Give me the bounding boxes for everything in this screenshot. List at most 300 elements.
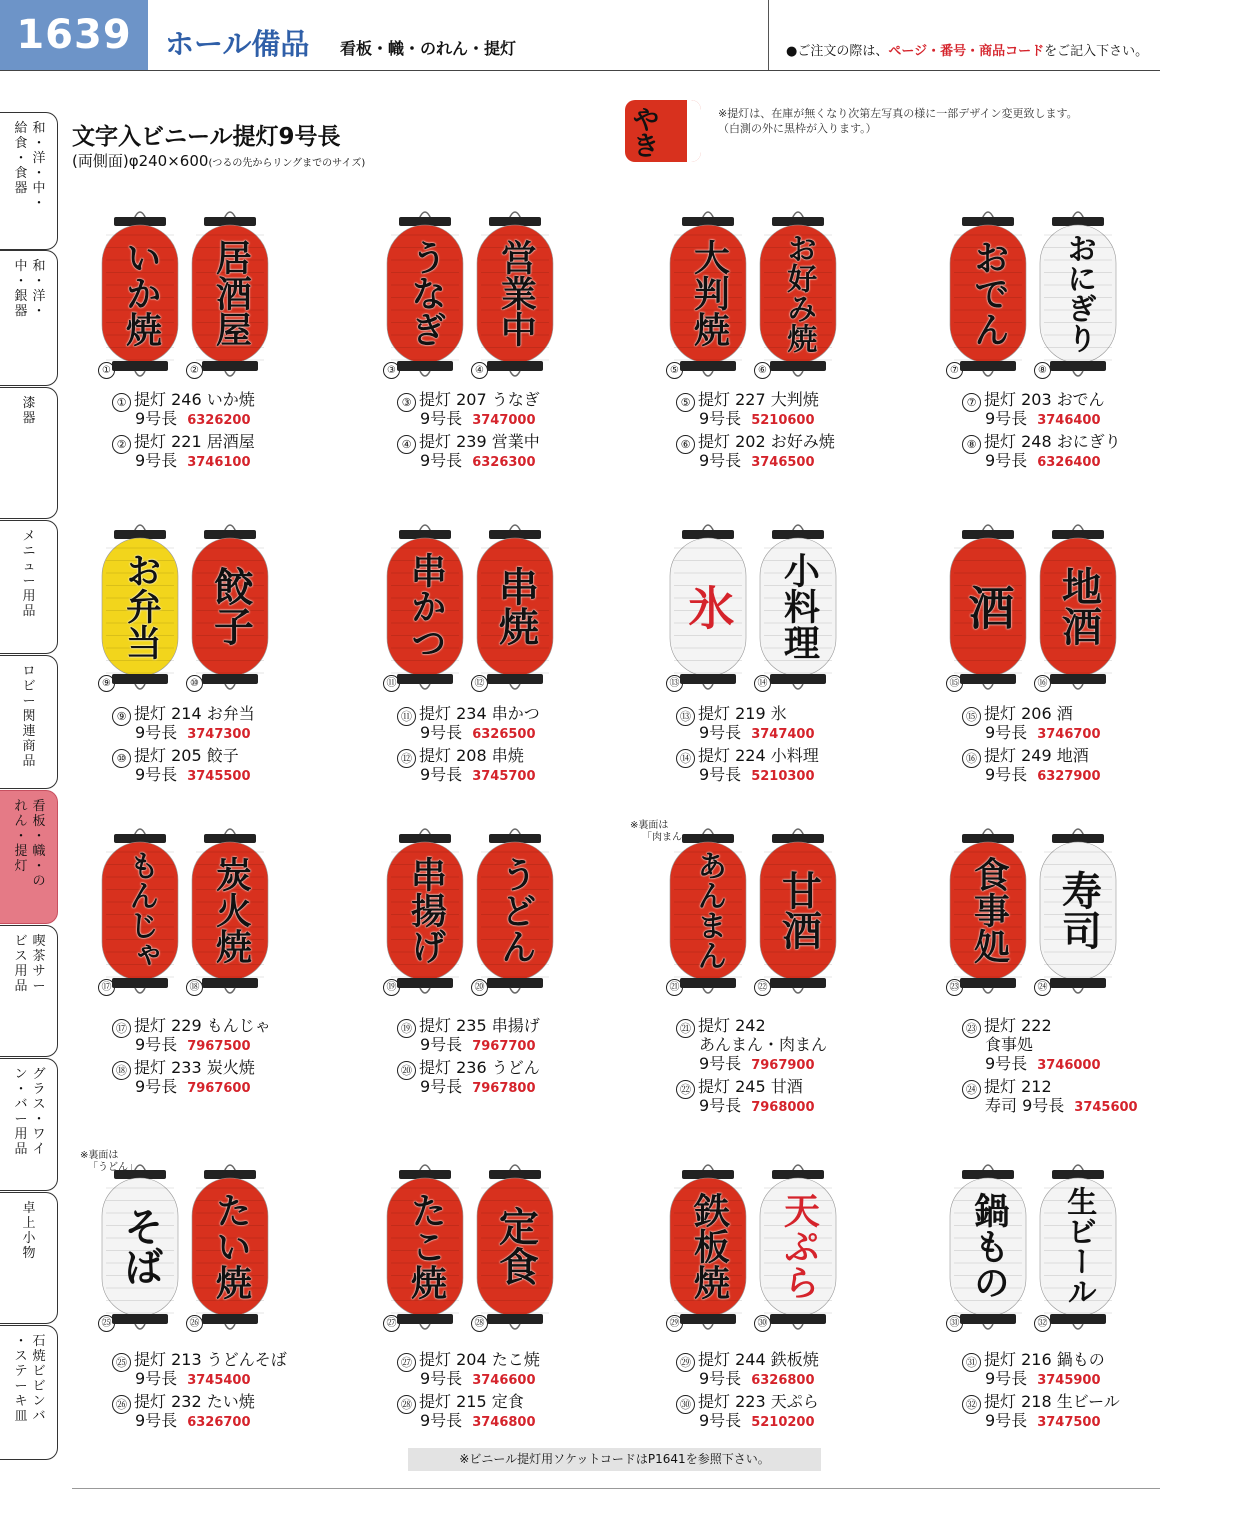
lantern-number: ⑪ (383, 675, 400, 692)
product-code: 7967600 (187, 1081, 251, 1096)
caption-number: ㉙ (676, 1353, 695, 1372)
caption-line (112, 704, 255, 723)
caption-text: 9号長 (420, 1035, 463, 1054)
lantern-number: ② (186, 362, 203, 379)
lantern-image (758, 1158, 838, 1338)
reverse-note-21-line2: 「肉まん」 (642, 832, 692, 843)
lantern-text: 天ぷら (778, 1191, 820, 1300)
caption-number: ④ (397, 435, 416, 454)
lantern-image (475, 1158, 555, 1338)
caption-text: あんまん・肉まん (699, 1035, 828, 1054)
product-code: 5210600 (751, 413, 815, 428)
product-code: 5210300 (751, 769, 815, 784)
caption-line (676, 409, 835, 428)
caption-line (397, 1035, 540, 1054)
lantern-number: ⑱ (186, 979, 203, 996)
caption-number: ㉜ (962, 1395, 981, 1414)
header-divider (768, 0, 769, 70)
product-code: 3745500 (187, 769, 251, 784)
caption-text: 提灯 212 (984, 1077, 1052, 1096)
caption-line (962, 390, 1121, 409)
caption-line (962, 1016, 1138, 1035)
caption-number: ⑥ (676, 435, 695, 454)
product-code: 6327900 (1037, 769, 1101, 784)
product-code: 3746700 (1037, 727, 1101, 742)
sidebar-tab[interactable] (0, 250, 58, 386)
caption-text: 提灯 205 餃子 (134, 746, 239, 765)
caption-line (962, 1035, 1138, 1054)
lantern-text: おでん (968, 238, 1010, 347)
sidebar-tab-label: グ ラ ス ・ ワ イ (32, 1067, 46, 1157)
product-caption (397, 1350, 540, 1430)
caption-text: 提灯 215 定食 (419, 1392, 524, 1411)
caption-line (397, 704, 540, 723)
caption-line (397, 723, 540, 742)
lantern-text: 大判焼 (688, 238, 730, 347)
caption-line (962, 723, 1101, 742)
lantern-number: ⑰ (98, 979, 115, 996)
caption-line (962, 432, 1121, 451)
caption-number: ⑨ (112, 707, 131, 726)
caption-text: 9号長 (135, 409, 178, 428)
subcategory-title: 看板・幟・のれん・提灯 (340, 39, 517, 58)
caption-number: ⑳ (397, 1061, 416, 1080)
caption-text: 提灯 203 おでん (984, 390, 1105, 409)
product-caption (676, 1016, 827, 1115)
lantern-image (190, 822, 270, 1002)
lantern-number: ㉓ (946, 979, 963, 996)
caption-number: ㉚ (676, 1395, 695, 1414)
product-caption (962, 1016, 1138, 1115)
caption-line (112, 765, 255, 784)
product-caption (676, 704, 819, 784)
caption-line (676, 1392, 819, 1411)
lantern-number: ④ (471, 362, 488, 379)
product-code: 7968000 (751, 1100, 815, 1115)
lantern-image (668, 518, 748, 698)
category-title: ホール備品 (165, 27, 310, 61)
caption-text: 提灯 207 うなぎ (419, 390, 540, 409)
sidebar-tab-label: れ ん ・ 提 灯 (14, 799, 28, 874)
caption-text: 提灯 206 酒 (984, 704, 1073, 723)
product-code: 7967900 (751, 1058, 815, 1073)
caption-text: 9号長 (699, 1054, 742, 1073)
product-code: 6326800 (751, 1373, 815, 1388)
lantern-image (948, 822, 1028, 1002)
notice-line-1: ※提灯は、在庫が無くなり次第左写真の様に一部デザイン変更致します。 (718, 107, 1078, 120)
caption-line (112, 1077, 271, 1096)
caption-number: ⑬ (676, 707, 695, 726)
caption-text: 寿司 9号長 (985, 1096, 1065, 1115)
lantern-image (385, 518, 465, 698)
lantern-number: ⑫ (471, 675, 488, 692)
product-dimensions (72, 150, 365, 171)
caption-line (962, 451, 1121, 470)
caption-number: ① (112, 393, 131, 412)
lantern-text: おにぎり (1061, 232, 1097, 353)
lantern-image (1038, 518, 1118, 698)
lantern-text: 寿司 (1055, 870, 1102, 951)
lantern-text: 営業中 (495, 238, 537, 347)
caption-number: ㉒ (676, 1080, 695, 1099)
caption-text: 提灯 232 たい焼 (134, 1392, 255, 1411)
sidebar-tab-label: 看 板 ・ 幟 ・ の (32, 799, 46, 889)
caption-line (397, 1058, 540, 1077)
caption-text: 9号長 (985, 1369, 1028, 1388)
lantern-text: 餃子 (207, 566, 254, 647)
lantern-number: ㉙ (666, 1315, 683, 1332)
sidebar-tab-label: メ ニ ュ ー 用 品 (22, 529, 36, 619)
lantern-image (1038, 205, 1118, 385)
sidebar-tab-label: 石 焼 ビ ビ ン バ (32, 1334, 46, 1424)
lantern-image (475, 205, 555, 385)
lantern-image (385, 1158, 465, 1338)
page-number: 1639 (0, 0, 148, 70)
lantern-text: 定食 (492, 1206, 539, 1287)
reverse-note-25-line2: 「うどん」 (88, 1162, 138, 1173)
caption-line (397, 1369, 540, 1388)
product-code: 3746600 (472, 1373, 536, 1388)
sidebar-tab[interactable] (0, 112, 58, 250)
caption-text: 9号長 (420, 1077, 463, 1096)
product-code: 3746800 (472, 1415, 536, 1430)
caption-line (676, 1350, 819, 1369)
reverse-note-21-line1: ※裏面は (630, 820, 669, 831)
lantern-image (948, 1158, 1028, 1338)
caption-number: ⑮ (962, 707, 981, 726)
lantern-text: 食事処 (968, 855, 1010, 964)
caption-number: ⑭ (676, 749, 695, 768)
caption-text: 9号長 (699, 1369, 742, 1388)
sidebar-tab-label: ン ・ バ ー 用 品 (14, 1067, 28, 1157)
lantern-image (758, 205, 838, 385)
caption-text: 提灯 223 天ぷら (698, 1392, 819, 1411)
caption-text: 提灯 208 串焼 (419, 746, 524, 765)
lantern-text: そば (117, 1206, 164, 1287)
product-code: 6326300 (472, 455, 536, 470)
lantern-number: ⑥ (754, 362, 771, 379)
caption-line (112, 1369, 287, 1388)
lantern-text: 串揚げ (405, 855, 447, 964)
caption-text: 提灯 233 炭火焼 (134, 1058, 255, 1077)
lantern-number: ⑭ (754, 675, 771, 692)
product-code: 3745900 (1037, 1373, 1101, 1388)
reverse-note-25 (80, 1150, 138, 1174)
lantern-number: ㉗ (383, 1315, 400, 1332)
caption-text: 提灯 224 小料理 (698, 746, 819, 765)
lantern-number: ③ (383, 362, 400, 379)
lantern-number: ⑨ (98, 675, 115, 692)
product-code: 3745700 (472, 769, 536, 784)
design-change-photo (625, 100, 701, 162)
caption-line (397, 746, 540, 765)
design-change-notice (718, 106, 1078, 136)
caption-text: 9号長 (420, 451, 463, 470)
design-change-photo-text: やき (633, 106, 660, 162)
lantern-text: たこ焼 (405, 1191, 447, 1300)
product-code: 3745400 (187, 1373, 251, 1388)
lantern-text: 甘酒 (775, 870, 822, 951)
product-title: 文字入ビニール提灯9号長 (72, 124, 341, 150)
lantern-text: うなぎ (405, 238, 447, 347)
lantern-text: お好み焼 (781, 232, 817, 353)
caption-text: 9号長 (420, 723, 463, 742)
caption-number: ㉘ (397, 1395, 416, 1414)
caption-text: 9号長 (135, 1369, 178, 1388)
lantern-image (1038, 1158, 1118, 1338)
lantern-text: 居酒屋 (210, 238, 252, 347)
caption-line (962, 765, 1101, 784)
product-caption (676, 390, 835, 470)
lantern-image (758, 518, 838, 698)
sidebar-tab-label: ・ ス テ ー キ 皿 (14, 1334, 28, 1424)
caption-line (962, 1096, 1138, 1115)
sidebar-tab[interactable] (0, 925, 58, 1057)
caption-number: ㉗ (397, 1353, 416, 1372)
order-note (786, 40, 1148, 59)
lantern-text: 氷 (681, 583, 736, 630)
product-caption (962, 704, 1101, 784)
lantern-image (385, 205, 465, 385)
caption-number: ⑧ (962, 435, 981, 454)
caption-line (962, 1054, 1138, 1073)
product-caption (962, 390, 1121, 470)
lantern-number: ⑬ (666, 675, 683, 692)
caption-line (676, 746, 819, 765)
reverse-note-25-line1: ※裏面は (80, 1150, 119, 1161)
product-caption (397, 390, 540, 470)
caption-text: 9号長 (985, 1411, 1028, 1430)
sidebar-tab[interactable] (0, 790, 58, 924)
caption-text: 9号長 (985, 1054, 1028, 1073)
caption-line (676, 723, 819, 742)
reverse-note-21 (630, 820, 692, 844)
sidebar-tab[interactable] (0, 655, 58, 789)
caption-line (397, 1350, 540, 1369)
caption-text: 9号長 (699, 1411, 742, 1430)
lantern-number: ⑯ (1034, 675, 1051, 692)
product-caption (112, 704, 255, 784)
lantern-number: ㉚ (754, 1315, 771, 1332)
lantern-text: 炭火焼 (210, 855, 252, 964)
lantern-number: ⑲ (383, 979, 400, 996)
caption-text: 9号長 (420, 1411, 463, 1430)
notice-line-2: （白測の外に黒枠が入ります。） (718, 122, 877, 135)
lantern-image (100, 1158, 180, 1338)
caption-line (676, 432, 835, 451)
sidebar-tab[interactable] (0, 1325, 58, 1460)
caption-number: ㉑ (676, 1019, 695, 1038)
caption-line (112, 1035, 271, 1054)
product-code: 3747500 (1037, 1415, 1101, 1430)
caption-text: 提灯 239 営業中 (419, 432, 540, 451)
product-code: 7967700 (472, 1039, 536, 1054)
lantern-image (475, 822, 555, 1002)
lantern-text: 鍋もの (968, 1191, 1010, 1300)
caption-text: 9号長 (985, 409, 1028, 428)
sidebar-tab-label: 漆 器 (22, 396, 36, 426)
lantern-image (1038, 822, 1118, 1002)
caption-number: ⑩ (112, 749, 131, 768)
caption-text: 9号長 (420, 409, 463, 428)
caption-text: 9号長 (699, 451, 742, 470)
lantern-number: ⑧ (1034, 362, 1051, 379)
caption-line (676, 1077, 827, 1096)
caption-text: 提灯 234 串かつ (419, 704, 540, 723)
header-rule (0, 70, 1160, 71)
lantern-text: 鉄板焼 (688, 1191, 730, 1300)
lantern-text: 串かつ (405, 551, 447, 660)
product-code: 6326400 (1037, 455, 1101, 470)
caption-text: 9号長 (699, 1096, 742, 1115)
product-code: 5210200 (751, 1415, 815, 1430)
lantern-number: ㉜ (1034, 1315, 1051, 1332)
product-caption (112, 1350, 287, 1430)
caption-text: 提灯 245 甘酒 (698, 1077, 803, 1096)
lantern-number: ㉔ (1034, 979, 1051, 996)
product-code: 3745600 (1074, 1100, 1138, 1115)
caption-line (962, 1350, 1120, 1369)
lantern-image (100, 205, 180, 385)
caption-number: ⑯ (962, 749, 981, 768)
caption-text: 9号長 (135, 1411, 178, 1430)
lantern-number: ⑮ (946, 675, 963, 692)
product-code: 3747300 (187, 727, 251, 742)
product-code: 6326500 (472, 727, 536, 742)
lantern-number: ㉛ (946, 1315, 963, 1332)
caption-text: 9号長 (699, 723, 742, 742)
lantern-image (948, 518, 1028, 698)
caption-number: ③ (397, 393, 416, 412)
footer-rule (72, 1488, 1160, 1489)
lantern-number: ① (98, 362, 115, 379)
caption-text: 提灯 249 地酒 (984, 746, 1089, 765)
caption-number: ㉕ (112, 1353, 131, 1372)
caption-line (112, 723, 255, 742)
caption-text: 9号長 (420, 1369, 463, 1388)
product-caption (397, 704, 540, 784)
sidebar-tab[interactable] (0, 387, 58, 519)
lantern-number: ⑦ (946, 362, 963, 379)
caption-line (397, 390, 540, 409)
caption-text: 9号長 (135, 723, 178, 742)
caption-line (962, 746, 1101, 765)
caption-text: 提灯 227 大判焼 (698, 390, 819, 409)
caption-text: 提灯 222 (984, 1016, 1052, 1035)
caption-number: ㉖ (112, 1395, 131, 1414)
lantern-text: たい焼 (210, 1191, 252, 1300)
caption-line (962, 1077, 1138, 1096)
caption-number: ⑫ (397, 749, 416, 768)
caption-line (112, 1016, 271, 1035)
caption-text: 提灯 235 串揚げ (419, 1016, 540, 1035)
lantern-image (758, 822, 838, 1002)
caption-number: ⑦ (962, 393, 981, 412)
lantern-image (668, 822, 748, 1002)
caption-line (676, 704, 819, 723)
lantern-text: 串焼 (492, 566, 539, 647)
lantern-number: ㉑ (666, 979, 683, 996)
caption-line (397, 765, 540, 784)
product-code: 3746400 (1037, 413, 1101, 428)
lantern-text: 生ビール (1061, 1185, 1097, 1306)
sidebar-tab[interactable] (0, 1058, 58, 1191)
caption-line (112, 1392, 287, 1411)
sidebar-tab-label: 中 ・ 銀 器 (14, 259, 28, 319)
caption-text: 9号長 (985, 765, 1028, 784)
sidebar-tab-label: ビ ス 用 品 (14, 934, 28, 994)
product-code: 7967800 (472, 1081, 536, 1096)
lantern-number: ㉒ (754, 979, 771, 996)
lantern-image (100, 518, 180, 698)
product-code: 3746000 (1037, 1058, 1101, 1073)
caption-line (676, 1054, 827, 1073)
caption-line (112, 390, 255, 409)
lantern-image (668, 1158, 748, 1338)
caption-text: 9号長 (135, 451, 178, 470)
caption-line (397, 409, 540, 428)
sidebar-tab-label: ロ ビ ー 関 連 商 品 (22, 664, 36, 769)
caption-line (397, 1077, 540, 1096)
product-caption (397, 1016, 540, 1096)
caption-line (112, 1411, 287, 1430)
product-code: 6326700 (187, 1415, 251, 1430)
caption-line (962, 1411, 1120, 1430)
caption-text: 9号長 (135, 1035, 178, 1054)
order-note-highlight: ページ・番号・商品コード (888, 44, 1045, 59)
product-caption (112, 390, 255, 470)
sidebar-tab[interactable] (0, 520, 58, 654)
caption-number: ⑤ (676, 393, 695, 412)
caption-text: 9号長 (985, 723, 1028, 742)
sidebar-tab-label: 給 食 ・ 食 器 (14, 121, 28, 196)
caption-line (676, 1016, 827, 1035)
caption-line (676, 451, 835, 470)
lantern-number: ㉕ (98, 1315, 115, 1332)
product-caption (962, 1350, 1120, 1430)
caption-number: ⑲ (397, 1019, 416, 1038)
caption-number: ⑰ (112, 1019, 131, 1038)
caption-text: 9号長 (420, 765, 463, 784)
caption-text: 9号長 (135, 1077, 178, 1096)
product-code: 3747000 (472, 413, 536, 428)
caption-line (112, 746, 255, 765)
caption-line (962, 704, 1101, 723)
order-note-suffix: をご記入下さい。 (1044, 44, 1149, 59)
sidebar-tab[interactable] (0, 1192, 58, 1324)
caption-line (397, 451, 540, 470)
lantern-image (100, 822, 180, 1002)
caption-line (112, 409, 255, 428)
caption-text: 提灯 214 お弁当 (134, 704, 255, 723)
caption-line (676, 765, 819, 784)
caption-line (962, 1369, 1120, 1388)
caption-text: 提灯 213 うどんそば (134, 1350, 287, 1369)
caption-text: 提灯 242 (698, 1016, 766, 1035)
lantern-text: 酒 (961, 583, 1016, 630)
product-caption (112, 1016, 271, 1096)
caption-line (962, 1392, 1120, 1411)
lantern-image (190, 1158, 270, 1338)
caption-line (676, 1369, 819, 1388)
lantern-image (385, 822, 465, 1002)
lantern-image (475, 518, 555, 698)
lantern-text: いか焼 (120, 238, 162, 347)
lantern-text: もんじゃ (123, 849, 159, 970)
caption-text: 提灯 229 もんじゃ (134, 1016, 271, 1035)
caption-number: ㉓ (962, 1019, 981, 1038)
caption-line (676, 1096, 827, 1115)
